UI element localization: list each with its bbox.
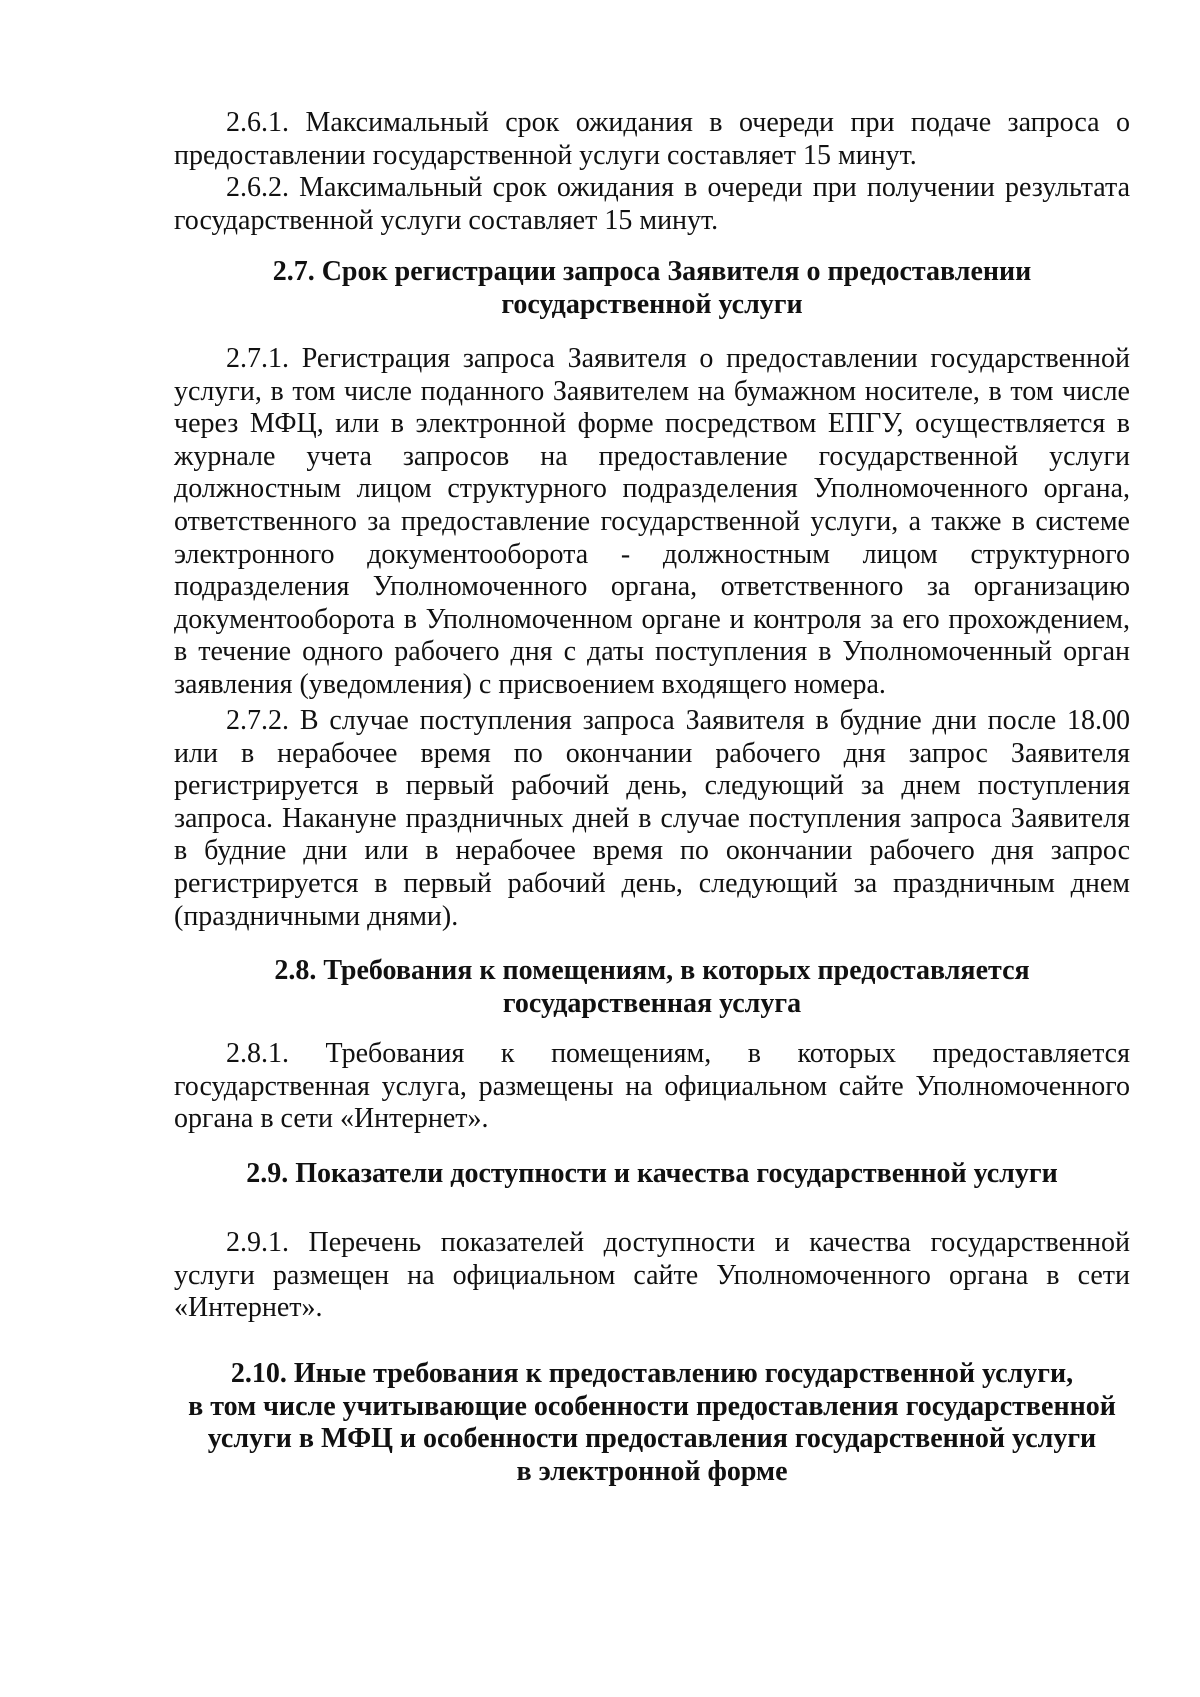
heading-line: 2.10. Иные требования к предоставлению государственной услуги, bbox=[230, 1358, 1074, 1389]
heading-line: государственной услуги bbox=[501, 288, 803, 320]
heading-line: 2.8. Требования к помещениям, в которых предоставляется bbox=[274, 955, 1030, 986]
paragraph-2-6-1: 2.6.1. Максимальный срок ожидания в очереди при подаче запроса о предоставлении государственной услуги составляет 15 минут. bbox=[174, 107, 1130, 171]
paragraph-2-6-2: 2.6.2. Максимальный срок ожидания в очереди при получении результата государственной услуги составляет 15 минут. bbox=[174, 172, 1130, 236]
heading-2-7 bbox=[174, 256, 1130, 321]
heading-line: услуги в МФЦ и особенности предоставления государственной услуги bbox=[207, 1423, 1097, 1455]
paragraph-2-7-1: 2.7.1. Регистрация запроса Заявителя о предоставлении государственной услуги, в том числе поданного Заявителем на бумажном носителе, в том числе через МФЦ, или в электронной форме посредством ЕПГУ, осуществляется в журнале учета запросов на предоставление государственной услуги должностным лицом структурного подразделения Уполномоченного органа, ответственного за предоставление государственной услуги, а также в системе электронного документооборота - должностным лицом структурного подразделения Уполномоченного органа, ответственного за организацию документооборота в Уполномоченном органе и контроля за его прохождением, в течение одного рабочего дня с даты поступления в Уполномоченный орган заявления (уведомления) с присвоением входящего номера. bbox=[174, 343, 1130, 700]
heading-line: 2.9. Показатели доступности и качества государственной услуги bbox=[246, 1158, 1058, 1189]
heading-2-8 bbox=[174, 955, 1130, 1020]
heading-line: государственная услуга bbox=[502, 987, 802, 1019]
heading-line: в электронной форме bbox=[516, 1455, 788, 1487]
heading-2-9 bbox=[174, 1158, 1130, 1191]
heading-2-10 bbox=[174, 1358, 1130, 1488]
paragraph-2-7-2: 2.7.2. В случае поступления запроса Заявителя в будние дни после 18.00 или в нерабочее время по окончании рабочего дня запрос Заявителя регистрируется в первый рабочий день, следующий за днем поступления запроса. Накануне праздничных дней в случае поступления запроса Заявителя в будние дни или в нерабочее время по окончании рабочего дня запрос регистрируется в первый рабочий день, следующий за праздничным днем (праздничными днями). bbox=[174, 705, 1130, 932]
heading-line: 2.7. Срок регистрации запроса Заявителя о предоставлении bbox=[272, 256, 1032, 287]
heading-line: в том числе учитывающие особенности предоставления государственной bbox=[188, 1390, 1116, 1422]
paragraph-2-8-1: 2.8.1. Требования к помещениям, в которых предоставляется государственная услуга, размещены на официальном сайте Уполномоченного органа в сети «Интернет». bbox=[174, 1038, 1130, 1135]
paragraph-2-9-1: 2.9.1. Перечень показателей доступности и качества государственной услуги размещен на официальном сайте Уполномоченного органа в сети «Интернет». bbox=[174, 1227, 1130, 1324]
